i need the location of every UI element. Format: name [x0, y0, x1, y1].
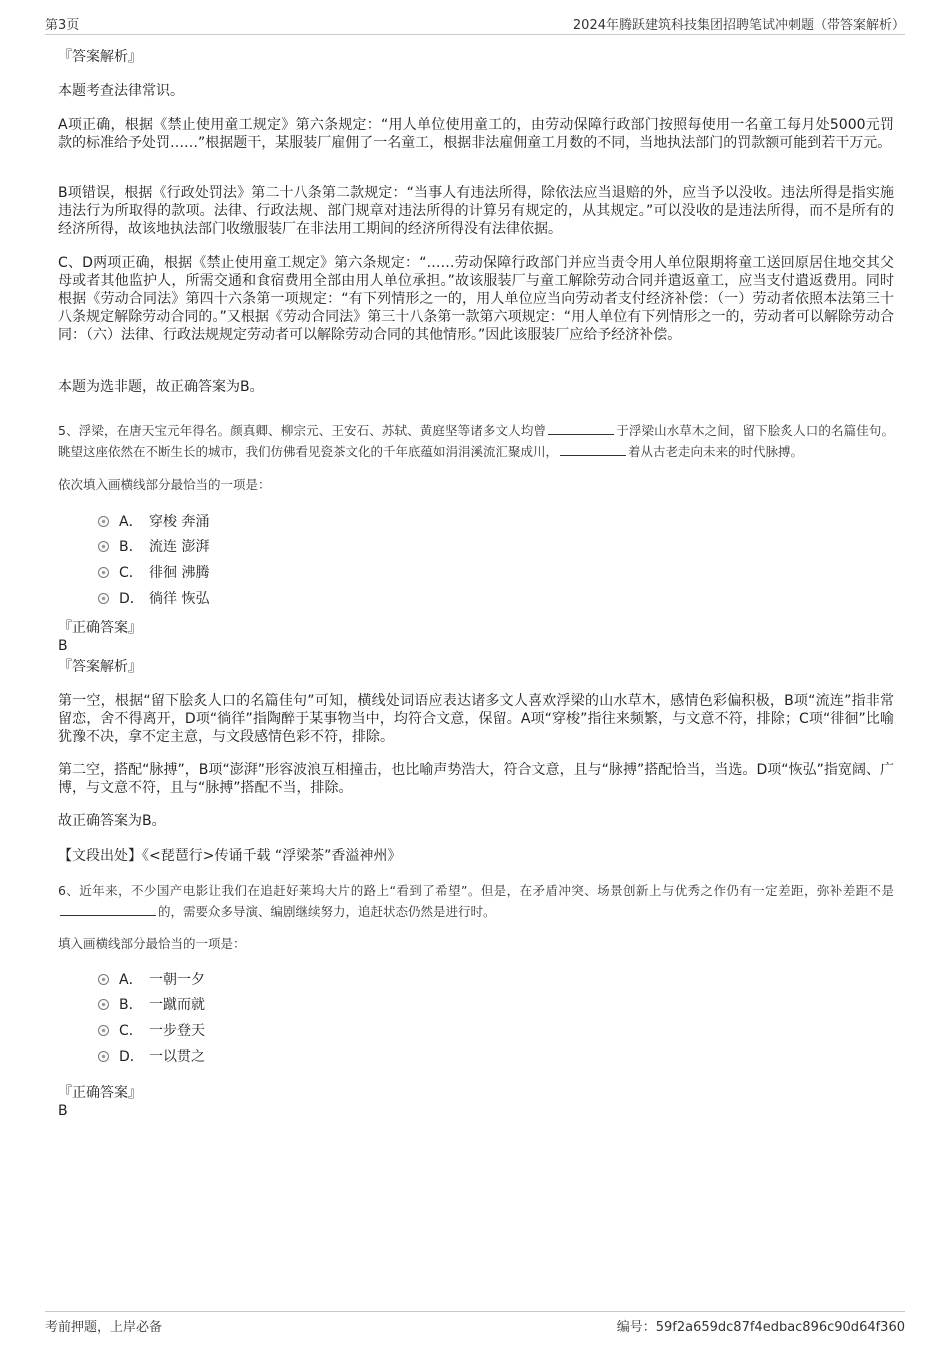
q6-stem-part1: 6、近年来，不少国产电影让我们在追赶好莱坞大片的路上“看到了希望”。但是，在矛盾冲突、场景创新上与优秀之作仍有一定差距，弥补差距不是 — [58, 883, 894, 898]
q5-option-a[interactable]: A． 穿梭 奔涌 — [98, 512, 209, 532]
q6-stem-part2: 的，需要众多导演、编剧继续努力，追赶状态仍然是进行时。 — [158, 904, 496, 919]
q5-analysis-p2: 第二空，搭配“脉搏”，B项“澎湃”形容波浪互相撞击，也比喻声势浩大，符合文意，且与“脉搏”搭配恰当，当选。D项“恢弘”指宽阔、广博，与文意不符，且与“脉搏”搭配不当，排除。 — [58, 762, 894, 796]
q6-option-d[interactable]: D． 一以贯之 — [98, 1047, 205, 1067]
q6-answer-label: 『正确答案』 — [58, 1085, 142, 1101]
q4-analysis-p3: B项错误，根据《行政处罚法》第二十八条第二款规定：“当事人有违法所得，除依法应当退赔的外，应当予以没收。违法所得是指实施违法行为所取得的款项。法律、行政法规、部门规章对违法所得的计算另有规定的，从其规定。”可以没收的是违法所得，而不是所有的经济所得，故该地执法部门收缴服装厂在非法用工期间的经济所得没有法律依据。 — [58, 185, 894, 237]
radio-icon[interactable] — [98, 541, 109, 552]
q5-blank-1 — [548, 422, 614, 435]
page-number: 第3页 — [45, 18, 80, 33]
q6-answer: B — [58, 1103, 68, 1119]
page-header — [45, 14, 905, 35]
q6-option-a[interactable]: A． 一朝一夕 — [98, 970, 205, 990]
document-title: 2024年腾跃建筑科技集团招聘笔试冲刺题（带答案解析） — [572, 18, 905, 33]
q5-analysis-p3: 故正确答案为B。 — [58, 813, 166, 829]
q5-stem — [58, 420, 894, 462]
q5-analysis-label: 『答案解析』 — [58, 659, 142, 675]
q6-prompt: 填入画横线部分最恰当的一项是： — [58, 936, 246, 951]
footer-slogan: 考前押题，上岸必备 — [45, 1320, 163, 1335]
q5-analysis-p1: 第一空，根据“留下脍炙人口的名篇佳句”可知，横线处词语应表达诸多文人喜欢浮梁的山水草木，感情色彩偏积极，B项“流连”指非常留恋，舍不得离开，D项“徜徉”指陶醉于某事物当中，均符合文意，保留。A项“穿梭”指往来频繁，与文意不符，排除；C项“徘徊”比喻犹豫不决，拿不定主意，与文段感情色彩不符，排除。 — [58, 693, 894, 745]
q5-answer: B — [58, 638, 68, 654]
footer-code — [617, 1316, 905, 1335]
q5-stem-part3: 着从古老走向未来的时代脉搏。 — [628, 444, 804, 459]
radio-icon[interactable] — [98, 593, 109, 604]
q5-option-c[interactable]: C． 徘徊 沸腾 — [98, 563, 209, 583]
radio-icon[interactable] — [98, 974, 109, 985]
radio-icon[interactable] — [98, 1051, 109, 1062]
radio-icon[interactable] — [98, 516, 109, 527]
q5-prompt: 依次填入画横线部分最恰当的一项是： — [58, 477, 271, 492]
q5-option-b[interactable]: B． 流连 澎湃 — [98, 537, 209, 557]
q6-blank — [60, 903, 156, 916]
q6-stem — [58, 880, 894, 922]
radio-icon[interactable] — [98, 567, 109, 578]
q6-option-c[interactable]: C． 一步登天 — [98, 1021, 205, 1041]
q4-analysis-label: 『答案解析』 — [58, 49, 142, 65]
q6-option-b[interactable]: B． 一蹴而就 — [98, 995, 205, 1015]
q4-analysis-p5: 本题为选非题，故正确答案为B。 — [58, 379, 264, 395]
page-footer — [45, 1311, 905, 1334]
q5-answer-label: 『正确答案』 — [58, 620, 142, 636]
radio-icon[interactable] — [98, 999, 109, 1010]
q4-analysis-p2: A项正确，根据《禁止使用童工规定》第六条规定：“用人单位使用童工的，由劳动保障行政部门按照每使用一名童工每月处5000元罚款的标准给予处罚……”根据题干，某服装厂雇佣了一名童工，根据非法雇佣童工月数的不同，当地执法部门的罚款额可能到若干万元。 — [58, 117, 894, 151]
q5-stem-part1: 5、浮梁，在唐天宝元年得名。颜真卿、柳宗元、王安石、苏轼、黄庭坚等诸多文人均曾 — [58, 423, 547, 438]
q5-stem-part2: 于浮梁山水草木之间，留下脍炙人口的名篇佳句。眺望这座依然在不断生长的城市，我们仿佛看见瓷茶文化的千年底蕴如涓涓溪流汇聚成川， — [58, 423, 894, 459]
q4-analysis-p4: C、D两项正确，根据《禁止使用童工规定》第六条规定：“……劳动保障行政部门并应当责令用人单位限期将童工送回原居住地交其父母或者其他监护人，所需交通和食宿费用全部由用人单位承担。”故该服装厂与童工解除劳动合同并遣返童工，应当支付遣返费用。同时根据《劳动合同法》第四十六条第一项规定：“有下列情形之一的，用人单位应当向劳动者支付经济补偿：（一）劳动者依照本法第三十八条规定解除劳动合同的。”又根据《劳动合同法》第三十八条第一款第六项规定：“用人单位有下列情形之一的，劳动者可以解除劳动合同：（六）法律、行政法规规定劳动者可以解除劳动合同的其他情形。”因此该服装厂应给予经济补偿。 — [58, 255, 894, 343]
radio-icon[interactable] — [98, 1025, 109, 1036]
q4-analysis-p1: 本题考查法律常识。 — [58, 83, 184, 99]
q5-option-d[interactable]: D． 徜徉 恢弘 — [98, 589, 209, 609]
q5-blank-2 — [560, 443, 626, 456]
footer-code-value: 59f2a659dc87f4edbac896c90d64f360 — [655, 1320, 905, 1335]
q5-source: 【文段出处】《<琵琶行>传诵千载 “浮梁茶”香溢神州》 — [58, 848, 402, 864]
footer-code-label: 编号： — [616, 1320, 656, 1335]
